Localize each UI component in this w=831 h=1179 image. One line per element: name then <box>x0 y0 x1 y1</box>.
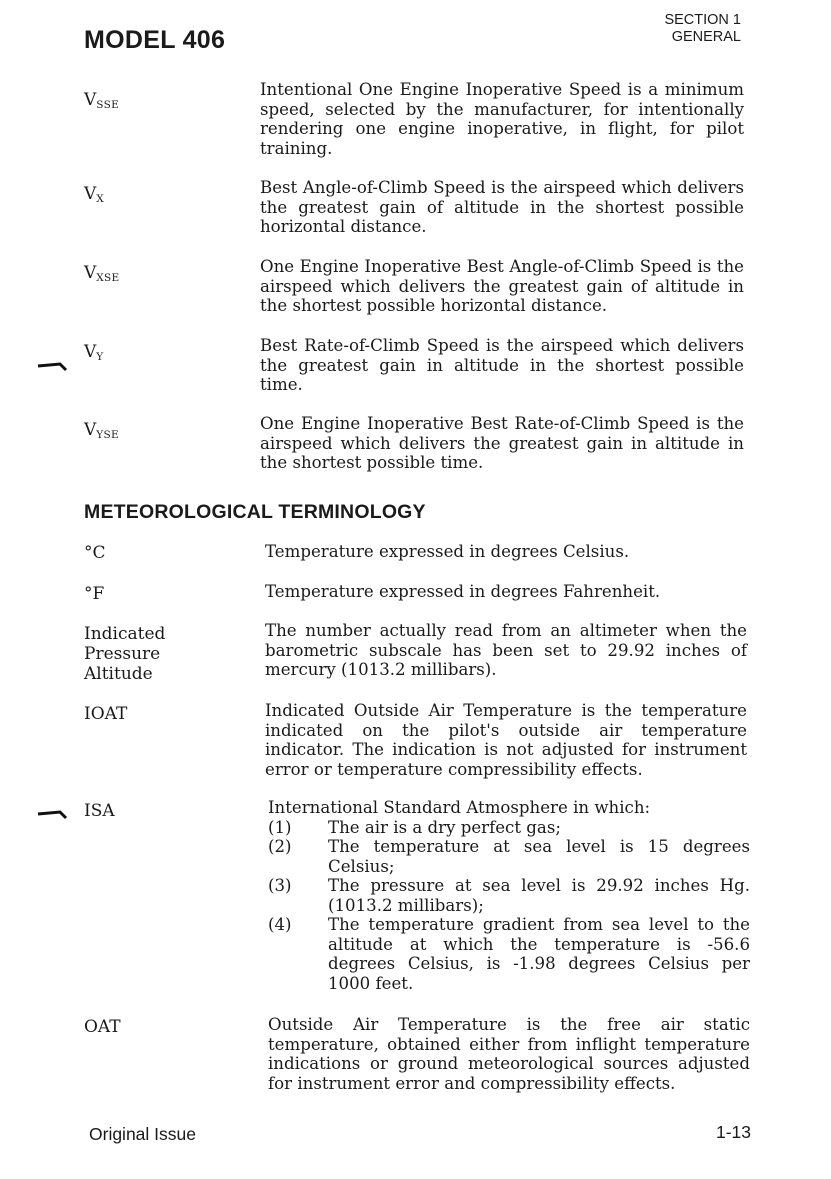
term-vxse: $V_{XSE}$ <box>84 263 120 284</box>
term-vx: $V_X$ <box>84 184 105 205</box>
definition-vy: Best Rate-of-Climb Speed is the airspeed which delivers the greatest gain in altitude in the shortest possible time. <box>260 336 744 394</box>
definition-vyse: One Engine Inoperative Best Rate-of-Climb Speed is the airspeed which delivers the greatest gain in altitude in the shortest possible time. <box>260 414 744 472</box>
revision-bar-isa <box>36 808 68 820</box>
model-title: MODEL 406 <box>84 26 226 54</box>
definition-isa <box>268 798 750 993</box>
term-isa: ISA <box>84 801 115 821</box>
term-celsius: °C <box>84 543 106 563</box>
section-heading: METEOROLOGICAL TERMINOLOGY <box>84 501 426 523</box>
definition-vsse: Intentional One Engine Inoperative Speed is a minimum speed, selected by the manufacturer, for intentionally rendering one engine inoperative, in flight, for pilot training. <box>260 80 744 158</box>
section-number: SECTION 1 <box>664 12 741 28</box>
definition-vx: Best Angle-of-Climb Speed is the airspeed which delivers the greatest gain of altitude in the shortest possible horizontal distance. <box>260 178 744 236</box>
term-vyse: $V_{YSE}$ <box>84 420 119 441</box>
revision-bar-vy <box>36 360 68 372</box>
definition-celsius: Temperature expressed in degrees Celsius. <box>265 542 630 561</box>
page-number: 1-13 <box>715 1122 751 1142</box>
isa-list-item: (3) The pressure at sea level is 29.92 inches Hg. (1013.2 millibars); <box>268 876 750 915</box>
definition-vxse: One Engine Inoperative Best Angle-of-Climb Speed is the airspeed which delivers the greatest gain of altitude in the shortest possible horizontal distance. <box>260 257 744 315</box>
term-indicated-pressure-altitude: Indicated Pressure Altitude <box>84 624 166 684</box>
isa-intro: International Standard Atmosphere in which: <box>268 798 651 817</box>
isa-list-item: (1) The air is a dry perfect gas; <box>268 817 561 837</box>
isa-list-item: (2) The temperature at sea level is 15 degrees Celsius; <box>268 837 750 876</box>
term-fahrenheit: °F <box>84 584 105 604</box>
issue-label: Original Issue <box>89 1124 196 1144</box>
definition-ioat: Indicated Outside Air Temperature is the temperature indicated on the pilot's outside air temperature indicator. The indication is not adjusted for instrument error or temperature compressibility effects. <box>265 701 747 779</box>
section-label <box>664 12 741 46</box>
definition-oat: Outside Air Temperature is the free air static temperature, obtained either from inflight temperature indications or ground meteorological sources adjusted for instrument error and compressibility effects. <box>268 1015 750 1093</box>
term-vy: $V_Y$ <box>84 342 104 363</box>
definition-indicated-pressure-altitude: The number actually read from an altimeter when the barometric subscale has been set to 29.92 inches of mercury (1013.2 millibars). <box>265 621 747 679</box>
definition-fahrenheit: Temperature expressed in degrees Fahrenheit. <box>265 582 661 601</box>
term-ioat: IOAT <box>84 704 128 724</box>
isa-list-item: (4) The temperature gradient from sea level to the altitude at which the temperature is -56.6 degrees Celsius, is -1.98 degrees Celsius per 1000 feet. <box>268 915 750 993</box>
term-vsse: $V_{SSE}$ <box>84 90 120 111</box>
term-oat: OAT <box>84 1017 121 1037</box>
section-name: GENERAL <box>671 29 741 45</box>
